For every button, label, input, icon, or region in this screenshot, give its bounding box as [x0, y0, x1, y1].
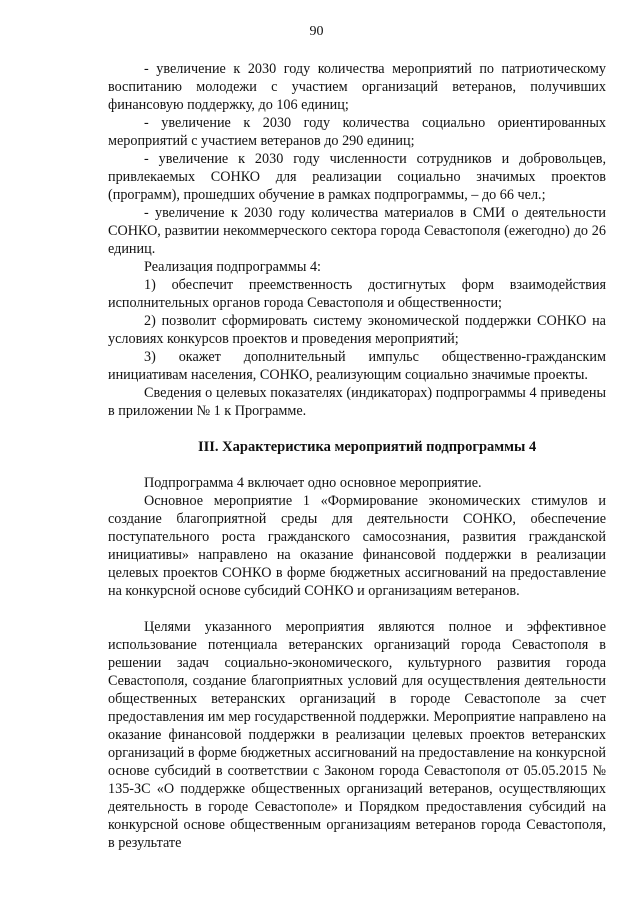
paragraph: - увеличение к 2030 году количества мероприятий по патриотическому воспитанию молодежи с участием организаций ветеранов, получивших финансовую поддержку, до 106 единиц;	[108, 61, 606, 113]
section-heading: III. Характеристика мероприятий подпрограммы 4	[198, 439, 537, 455]
paragraph: - увеличение к 2030 году количества материалов в СМИ о деятельности СОНКО, развитии некоммерческого сектора города Севастополя (ежегодно) до 26 единиц.	[108, 205, 606, 257]
page-number: 90	[309, 24, 324, 39]
document-body	[108, 60, 606, 852]
paragraph: 2) позволит сформировать систему экономической поддержки СОНКО на условиях конкурсов проектов и проведения мероприятий;	[108, 313, 606, 347]
paragraph: 3) окажет дополнительный импульс общественно-гражданским инициативам населения, СОНКО, реализующим социально значимые проекты.	[108, 349, 606, 383]
paragraph: 1) обеспечит преемственность достигнутых форм взаимодействия исполнительных органов города Севастополя и общественности;	[108, 277, 606, 311]
paragraph: - увеличение к 2030 году количества социально ориентированных мероприятий с участием ветеранов до 290 единиц;	[108, 115, 606, 149]
paragraph: Сведения о целевых показателях (индикаторах) подпрограммы 4 приведены в приложении № 1 к Программе.	[108, 385, 606, 419]
paragraph: Реализация подпрограммы 4:	[144, 259, 321, 275]
paragraph: Целями указанного мероприятия являются полное и эффективное использование потенциала ветеранских организаций города Севастополя в решении задач социально-экономического, культурного развития города Севастополя, создание благоприятных условий для осуществления деятельности общественных ветеранских организаций в городе Севастополе за счет предоставления им мер государственной поддержки. Мероприятие направлено на оказание финансовой поддержки в реализации целевых проектов ветеранских организаций в форме бюджетных ассигнований на предоставление на конкурсной основе субсидий в соответствии с Законом города Севастополя от 05.05.2015 № 135-ЗС «О поддержке общественных организаций ветеранов, осуществляющих деятельность в городе Севастополе» и Порядком предоставления субсидий на конкурсной основе общественным организациям ветеранов города Севастополя, в результате	[108, 619, 606, 851]
paragraph: Подпрограмма 4 включает одно основное мероприятие.	[144, 475, 482, 491]
paragraph: - увеличение к 2030 году численности сотрудников и добровольцев, привлекаемых СОНКО для реализации социально значимых проектов (программ), прошедших обучение в рамках подпрограммы, – до 66 чел.;	[108, 151, 606, 203]
paragraph: Основное мероприятие 1 «Формирование экономических стимулов и создание благоприятной среды для деятельности СОНКО, обеспечение поступательного роста гражданского самосознания, развития гражданской инициативы» направлено на оказание финансовой поддержки в реализации целевых проектов СОНКО в форме бюджетных ассигнований на предоставление на конкурсной основе субсидий СОНКО и организациям ветеранов.	[108, 493, 606, 599]
